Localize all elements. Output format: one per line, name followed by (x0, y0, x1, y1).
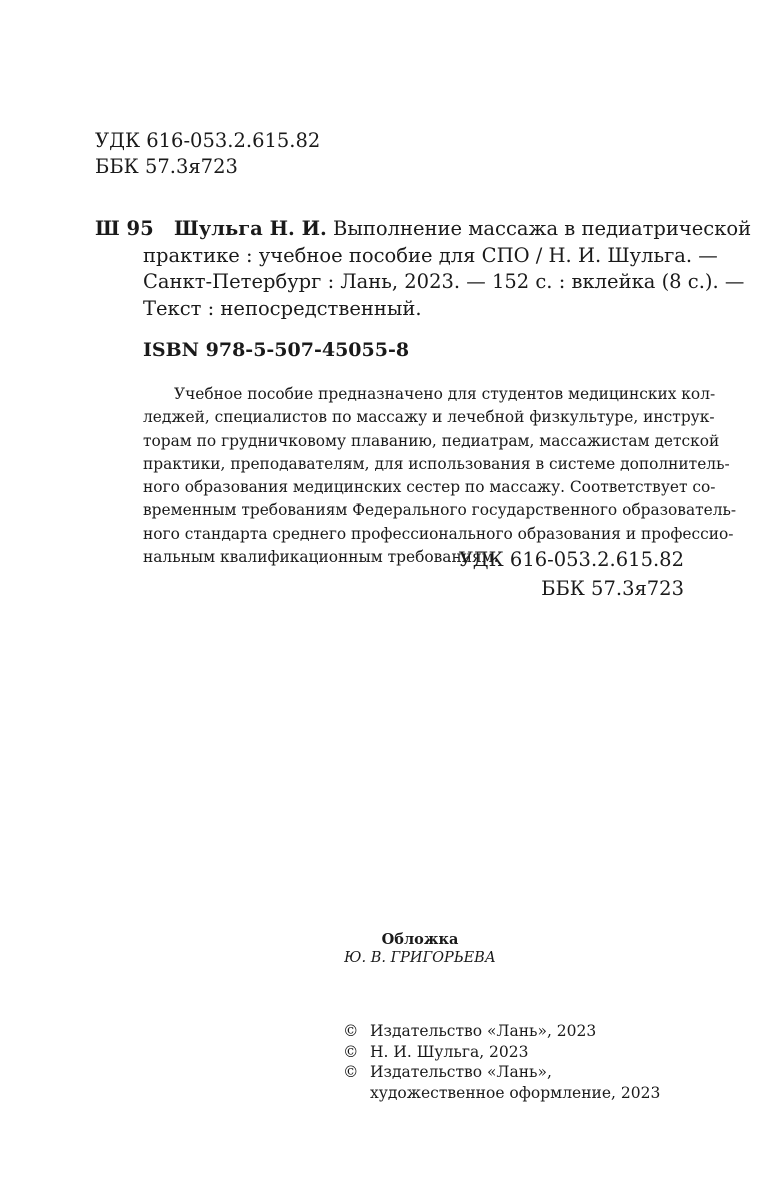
biblio-line-4: Текст : непосредственный. (143, 296, 422, 320)
copyright-text: Издательство «Лань», (370, 1063, 552, 1081)
biblio-line-1 (174, 216, 752, 243)
annotation-line: леджей, специалистов по массажу и лечебной физкультуре, инструк- (143, 408, 715, 427)
cover-credit (320, 930, 520, 968)
bbk-code: ББК 57.3я723 (541, 577, 684, 600)
annotation-line: нальным квалификационным требованиям. (143, 548, 499, 567)
udk-bbk-bottom (459, 545, 684, 603)
udk-code: УДК 616-053.2.615.82 (458, 548, 684, 571)
copyright-symbol: © (343, 1022, 359, 1040)
copyright-block (343, 1021, 660, 1103)
isbn: ISBN 978-5-507-45055-8 (143, 339, 410, 361)
biblio-line-3: Санкт-Петербург : Лань, 2023. — 152 с. : вклейка (8 с.). — (143, 270, 745, 293)
copyright-symbol: © (343, 1063, 359, 1081)
copyright-line (343, 1021, 660, 1042)
copyright-line (343, 1042, 660, 1063)
annotation-line: торам по грудничковому плаванию, педиатрам, массажистам детской (143, 431, 720, 450)
title-start: Выполнение массажа в педиатрической (333, 217, 752, 240)
author-name: Шульга Н. И. (174, 217, 327, 240)
author-sign: Ш 95 (95, 217, 154, 240)
biblio-line-2: практике : учебное пособие для СПО / Н. И. Шульга. — (143, 243, 718, 267)
copyright-line (343, 1062, 660, 1083)
cover-label: Обложка (381, 931, 459, 948)
annotation-line: Учебное пособие предназначено для студентов медицинских кол- (174, 385, 716, 403)
annotation-line: ного образования медицинских сестер по массажу. Соответствует со- (143, 478, 716, 497)
copyright-symbol: © (343, 1042, 359, 1061)
annotation-line: временным требованиям Федерального государственного образователь- (143, 501, 737, 520)
bibliographic-record (143, 216, 752, 322)
udk-bbk-top (95, 128, 320, 180)
annotation (143, 383, 737, 569)
copyright-text: Н. И. Шульга, 2023 (370, 1042, 529, 1061)
udk-code: УДК 616-053.2.615.82 (95, 129, 321, 152)
cover-designer: Ю. В. ГРИГОРЬЕВА (344, 950, 496, 966)
annotation-line: ного стандарта среднего профессионального образования и профессио- (143, 524, 734, 543)
bbk-code: ББК 57.3я723 (95, 155, 238, 178)
copyright-text: Издательство «Лань», 2023 (370, 1022, 597, 1040)
copyright-text-continued: художественное оформление, 2023 (370, 1083, 661, 1102)
annotation-line: практики, преподавателям, для использования в системе дополнитель- (143, 454, 730, 473)
